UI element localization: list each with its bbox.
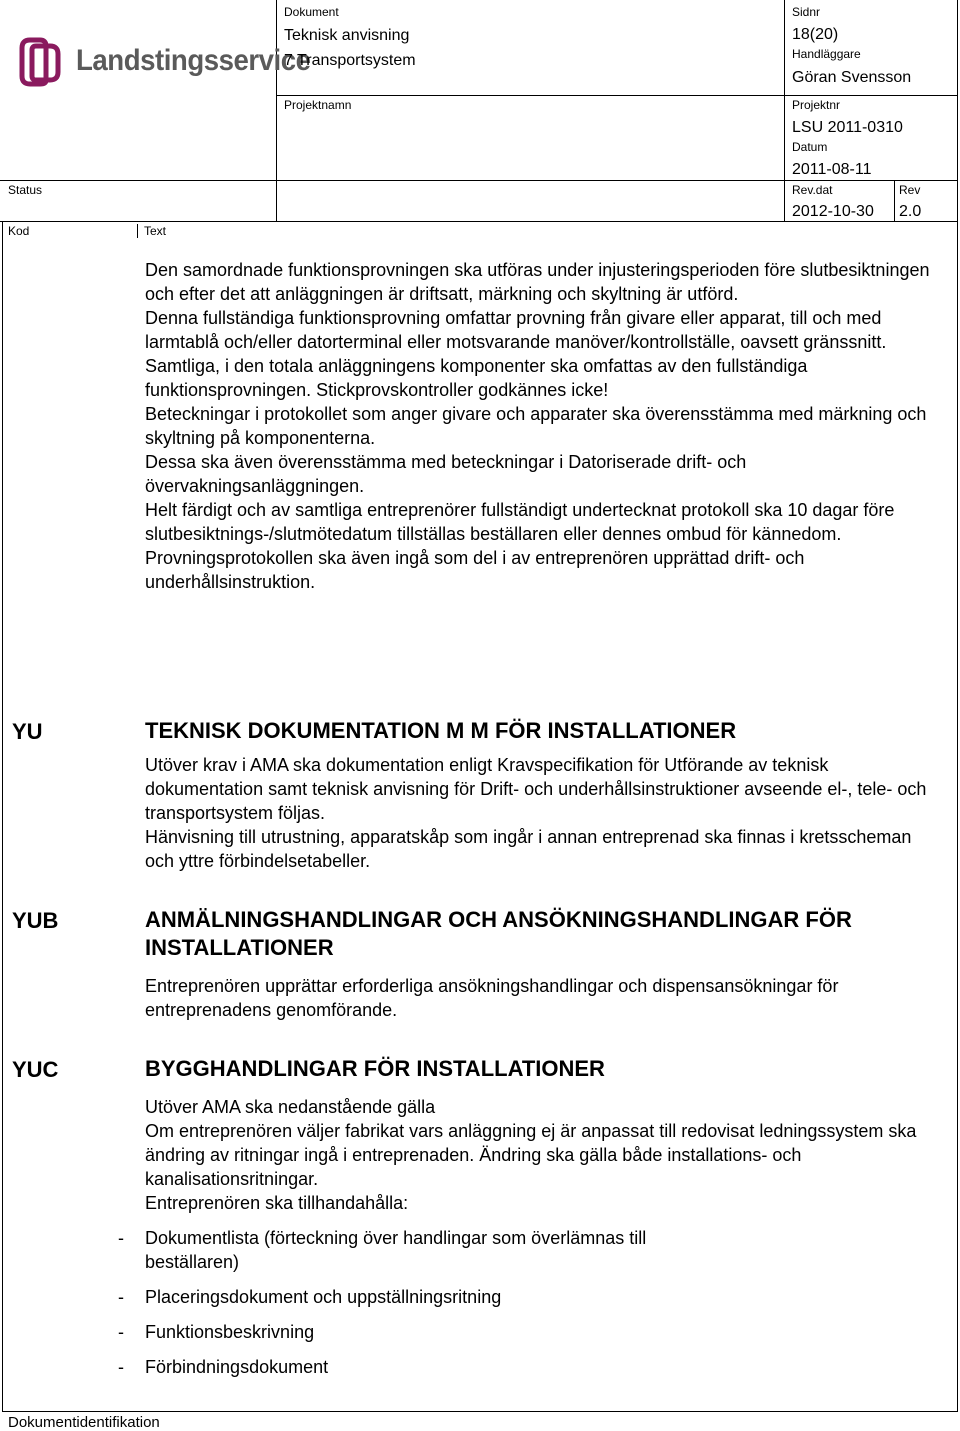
sidnr-value: 18(20) — [792, 26, 839, 43]
section-paragraph: Utöver krav i AMA ska dokumentation enligt Kravspecifikation för Utförande av teknisk dokumentation samt teknisk anvisning för Drift- och underhållsinstruktioner avseende el-, tele- och transportsystem följas. — [145, 755, 927, 823]
rev-value: 2.0 — [899, 203, 922, 220]
section-body-yuc — [145, 1095, 945, 1215]
intro-paragraph: Den samordnade funktionsprovningen ska utföras under injusteringsperioden före slutbesiktningen och efter det att anläggningen är driftsatt, märkning och skyltning är utförd. — [145, 260, 930, 304]
handlaggare-value: Göran Svensson — [792, 69, 912, 86]
header-line-h3 — [0, 221, 958, 222]
list-item-text: Placeringsdokument och uppställningsritning — [145, 1287, 502, 1307]
header-line-vertical-rev — [894, 180, 895, 222]
status-label: Status — [8, 183, 43, 197]
header-line-vertical-mid — [784, 0, 785, 222]
projektnr-label: Projektnr — [792, 98, 841, 112]
page-frame-bottom — [2, 1411, 958, 1412]
intro-paragraph: Denna fullständiga funktionsprovning omfattar provning från givare eller apparat, till och med larmtablå och/eller datorterminal eller motsvarande manöver/kontrollställe, oavsett gränssnitt. — [145, 308, 887, 352]
intro-paragraph: Helt färdigt och av samtliga entreprenörer fullständigt undertecknat protokoll ska 10 dagar före slutbesiktnings-/slutmötedatum tillställas beställaren eller dennes ombud för kännedom. — [145, 500, 895, 544]
list-dash: - — [118, 1228, 124, 1248]
section-body-yub — [145, 974, 945, 1022]
revdat-label: Rev.dat — [792, 183, 833, 197]
document-subtitle: 7 Transportsystem — [284, 52, 416, 69]
section-paragraph: Hänvisning till utrustning, apparatskåp som ingår i annan entreprenad ska finnas i kretsscheman och yttre förbindelsetabeller. — [145, 827, 912, 871]
rev-label: Rev — [899, 183, 921, 197]
section-paragraph: Om entreprenören väljer fabrikat vars anläggning ej är anpassat till redovisat ledningssystem ska ändring av ritningar ingå i entreprenaden. Ändring ska gälla både installations- och kanalisationsritningar. — [145, 1121, 917, 1189]
intro-text — [145, 258, 945, 594]
section-title-yub: ANMÄLNINGSHANDLINGAR OCH ANSÖKNINGSHANDLINGAR FÖR INSTALLATIONER — [145, 907, 852, 960]
section-paragraph: Entreprenören upprättar erforderliga ansökningshandlingar och dispensansökningar för entreprenadens genomförande. — [145, 976, 839, 1020]
section-title-yu: TEKNISK DOKUMENTATION M M FÖR INSTALLATIONER — [145, 718, 737, 743]
intro-paragraph: Beteckningar i protokollet som anger givare och apparater ska överensstämma med märkning och skyltning på komponenterna. — [145, 404, 927, 448]
company-logo — [16, 36, 311, 88]
section-code-yub: YUB — [12, 908, 59, 933]
header-line-vertical-right — [957, 0, 958, 222]
sidnr-label: Sidnr — [792, 5, 821, 19]
list-dash: - — [118, 1287, 124, 1307]
section-body-yu — [145, 753, 945, 873]
header-line-h1 — [276, 95, 958, 96]
header-line-vertical-left — [276, 0, 277, 222]
footer-label: Dokumentidentifikation — [8, 1414, 160, 1431]
projektnamn-label: Projektnamn — [284, 98, 352, 112]
revdat-value: 2012-10-30 — [792, 203, 874, 220]
handlaggare-label: Handläggare — [792, 47, 861, 61]
list-item-text: Funktionsbeskrivning — [145, 1322, 315, 1342]
intro-paragraph: Dessa ska även överensstämma med beteckningar i Datoriserade drift- och övervakningsanläggningen. — [145, 452, 747, 496]
document-title: Teknisk anvisning — [284, 27, 410, 44]
datum-label: Datum — [792, 140, 828, 154]
kod-label: Kod — [8, 224, 30, 238]
page-frame-right — [957, 222, 958, 1412]
section-code-yu: YU — [12, 719, 43, 744]
document-label: Dokument — [284, 5, 339, 19]
list-item-text: Förbindningsdokument — [145, 1357, 329, 1377]
text-label: Text — [144, 224, 167, 238]
list-item-text: Dokumentlista (förteckning över handlingar som överlämnas till beställaren) — [145, 1228, 647, 1272]
page-frame-left — [2, 222, 3, 1412]
datum-value: 2011-08-11 — [792, 161, 872, 178]
intro-paragraph: Samtliga, i den totala anläggningens komponenter ska omfattas av den fullständiga funktionsprovningen. Stickprovskontroller godkännes icke! — [145, 356, 808, 400]
list-dash: - — [118, 1357, 124, 1377]
section-paragraph: Utöver AMA ska nedanstående gälla — [145, 1097, 436, 1117]
intro-paragraph: Provningsprotokollen ska även ingå som del i av entreprenören upprättad drift- och underhållsinstruktion. — [145, 548, 805, 592]
logo-text: Landstingsservice — [76, 44, 311, 77]
header-line-h2 — [0, 180, 958, 181]
section-paragraph: Entreprenören ska tillhandahålla: — [145, 1193, 409, 1213]
projektnr-value: LSU 2011-0310 — [792, 119, 903, 136]
section-title-yuc: BYGGHANDLINGAR FÖR INSTALLATIONER — [145, 1056, 605, 1081]
list-dash: - — [118, 1322, 124, 1342]
kod-text-divider — [137, 224, 138, 238]
section-code-yuc: YUC — [12, 1057, 59, 1082]
